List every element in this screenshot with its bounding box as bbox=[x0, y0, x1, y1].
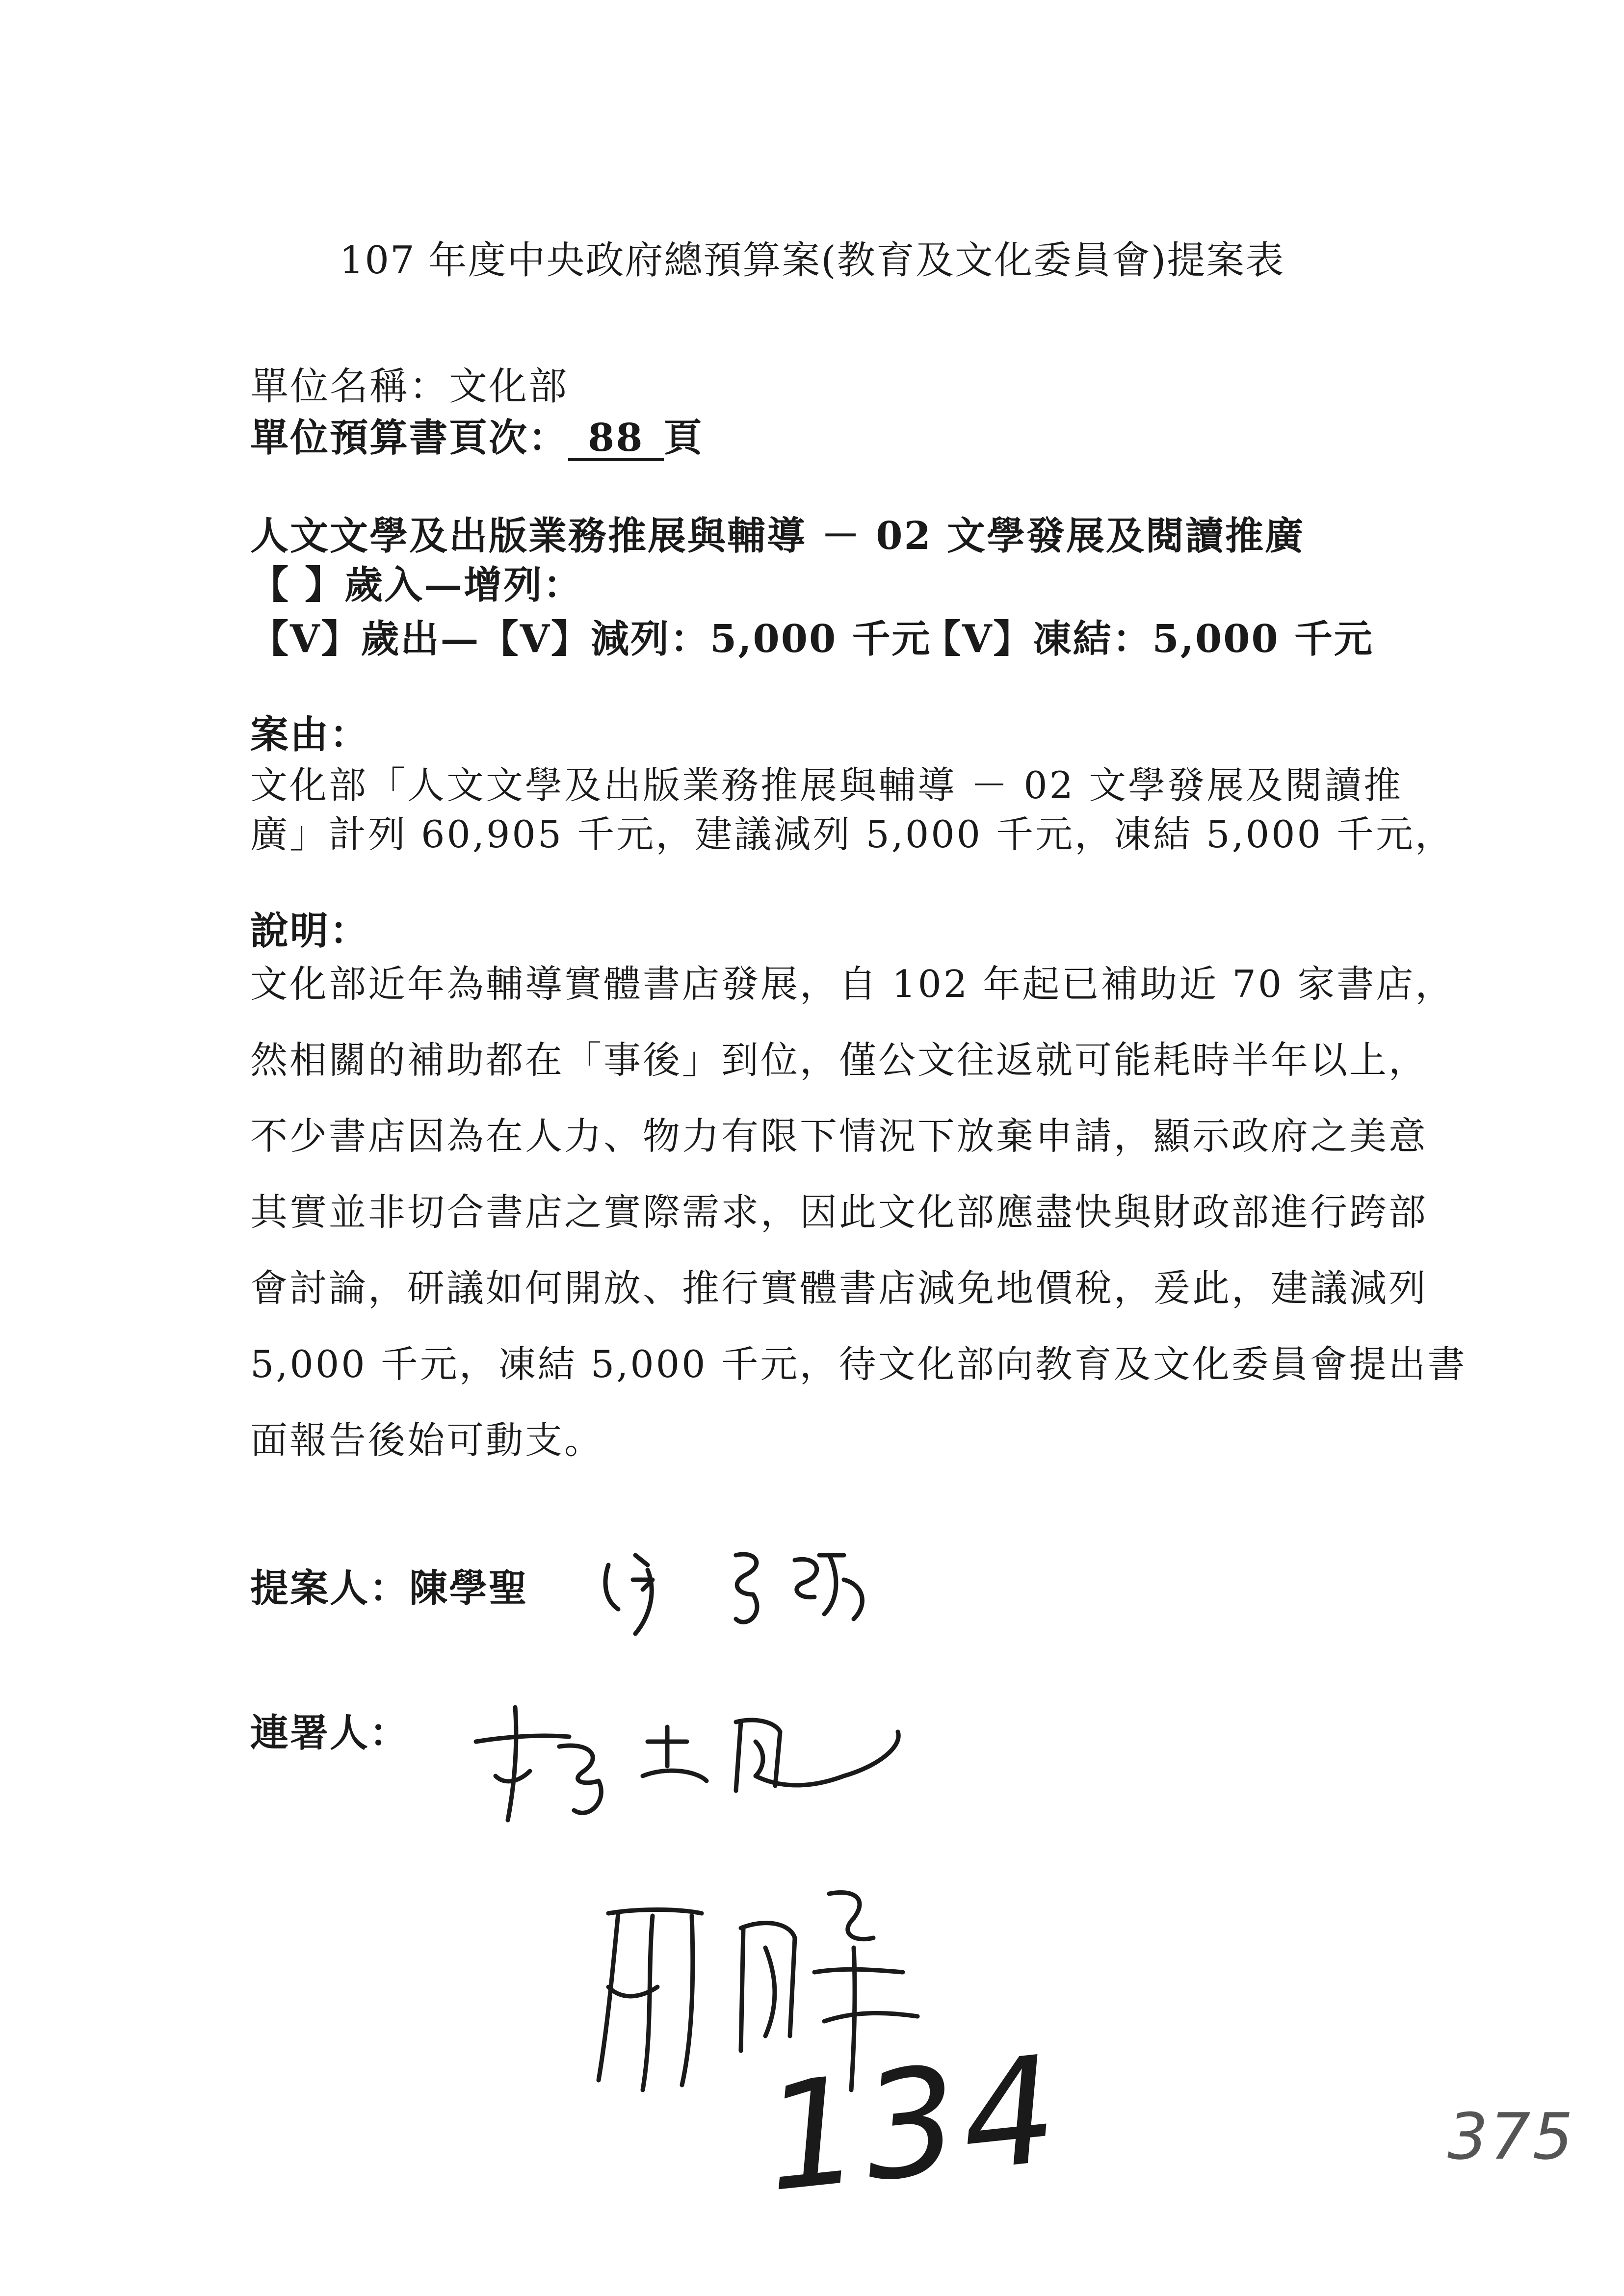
explanation-line: 面報告後始可動支。 bbox=[250, 1418, 603, 1462]
proposer-label: 提案人： bbox=[250, 1566, 410, 1611]
reason-line-1: 文化部「人文文學及出版業務推展與輔導 － 02 文學發展及閱讀推 bbox=[250, 763, 1403, 807]
expenditure-line bbox=[250, 608, 931, 663]
cosigners-label: 連署人： bbox=[250, 1711, 410, 1755]
proposer-name: 陳學聖 bbox=[409, 1566, 529, 1611]
expenditure-prefix: 【V】歲出—【V】減列： bbox=[250, 617, 710, 661]
explanation-line: 文化部近年為輔導實體書店發展，自 102 年起已補助近 70 家書店， bbox=[250, 962, 1455, 1006]
revenue-line: 【 】歲入—增列： bbox=[250, 563, 583, 607]
handwritten-number: 134 bbox=[757, 2023, 1070, 2225]
explanation-line: 其實並非切合書店之實際需求，因此文化部應盡快與財政部進行跨部 bbox=[250, 1190, 1428, 1234]
explanation-line: 然相關的補助都在「事後」到位，僅公文往返就可能耗時半年以上， bbox=[250, 1038, 1428, 1082]
page-title: 107 年度中央政府總預算案(教育及文化委員會)提案表 bbox=[339, 238, 1285, 283]
unit-page-label: 單位預算書頁次： bbox=[250, 416, 569, 460]
page-mark: 375 bbox=[1447, 2099, 1575, 2174]
reduce-amount: 5,000 千元 bbox=[710, 617, 932, 661]
explanation-heading: 說明： bbox=[250, 909, 370, 953]
freeze-line bbox=[922, 608, 1374, 663]
reason-heading: 案由： bbox=[250, 712, 370, 757]
proposer-signature bbox=[589, 1536, 903, 1644]
explanation-line: 會討論，研議如何開放、推行實體書店減免地價稅，爰此，建議減列 bbox=[250, 1266, 1428, 1310]
unit-page-suffix: 頁 bbox=[663, 416, 704, 460]
program-name: 人文文學及出版業務推展與輔導 － 02 文學發展及閱讀推廣 bbox=[250, 514, 1305, 558]
unit-name-label: 單位名稱： bbox=[250, 365, 449, 409]
unit-page-row bbox=[250, 407, 704, 462]
reason-line-2: 廣」計列 60,905 千元，建議減列 5,000 千元，凍結 5,000 千元， bbox=[250, 812, 1455, 856]
explanation-line: 5,000 千元，凍結 5,000 千元，待文化部向教育及文化委員會提出書 bbox=[250, 1342, 1467, 1386]
cosigner-signature bbox=[461, 1688, 952, 1835]
freeze-amount: 5,000 千元 bbox=[1152, 617, 1374, 661]
explanation-line: 不少書店因為在人力、物力有限下情況下放棄申請，顯示政府之美意 bbox=[250, 1114, 1428, 1158]
unit-name-row bbox=[250, 356, 568, 411]
unit-page-number: 88 bbox=[568, 418, 664, 461]
proposer-row bbox=[250, 1558, 528, 1613]
freeze-prefix: 【V】凍結： bbox=[922, 617, 1153, 661]
unit-name-value: 文化部 bbox=[449, 365, 569, 409]
